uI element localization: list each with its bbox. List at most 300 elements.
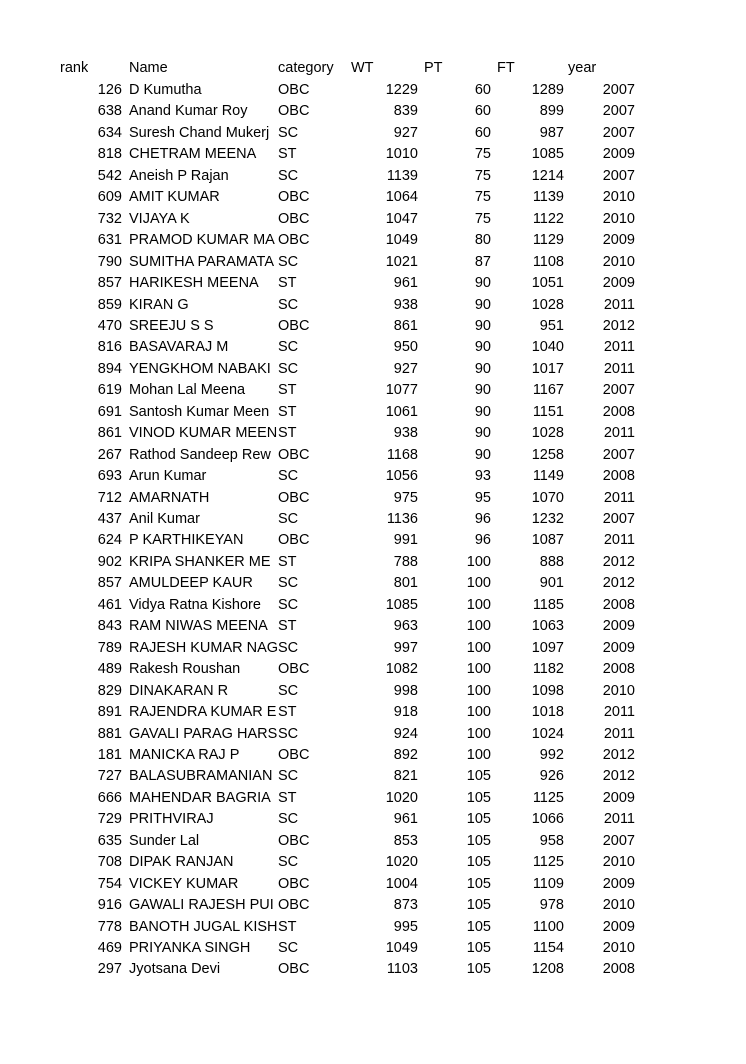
cell-ft: 1125: [532, 789, 564, 806]
cell-rank: 181: [97, 746, 122, 763]
cell-year: 2008: [602, 468, 635, 485]
table-row: [0, 938, 746, 960]
cell-category: SC: [278, 124, 299, 141]
cell-ft: 899: [539, 103, 564, 120]
cell-wt: 839: [393, 103, 418, 120]
cell-rank: 609: [97, 189, 122, 206]
cell-category: ST: [278, 382, 297, 399]
cell-rank: 857: [97, 275, 122, 292]
cell-name: VICKEY KUMAR: [129, 875, 239, 892]
table-row: [0, 852, 746, 874]
cell-pt: 105: [466, 940, 491, 956]
cell-ft: 1149: [532, 468, 564, 485]
cell-name: Mohan Lal Meena: [129, 382, 246, 399]
cell-category: SC: [278, 682, 299, 699]
cell-category: SC: [278, 253, 299, 270]
table-row: [0, 466, 746, 488]
cell-category: ST: [278, 146, 297, 163]
cell-name: D Kumutha: [129, 82, 202, 98]
table-row: [0, 831, 746, 853]
cell-year: 2012: [602, 768, 635, 785]
cell-year: 2011: [603, 425, 635, 442]
header-ft: FT: [497, 60, 515, 76]
cell-name: DIPAK RANJAN: [129, 854, 234, 871]
cell-ft: 1098: [531, 682, 564, 699]
cell-category: ST: [278, 403, 297, 420]
cell-pt: 100: [466, 639, 491, 656]
cell-year: 2011: [603, 489, 635, 506]
cell-ft: 901: [539, 575, 564, 592]
cell-year: 2007: [602, 82, 635, 98]
cell-rank: 789: [97, 639, 122, 656]
table-row: [0, 638, 746, 660]
cell-rank: 489: [97, 661, 122, 678]
cell-ft: 1051: [531, 275, 564, 292]
cell-year: 2008: [602, 661, 635, 678]
cell-category: SC: [278, 575, 299, 592]
cell-name: RAJESH KUMAR NAG: [129, 639, 278, 656]
cell-wt: 861: [393, 317, 418, 334]
cell-rank: 790: [97, 253, 122, 270]
cell-pt: 105: [466, 789, 491, 806]
cell-year: 2009: [602, 232, 635, 249]
cell-ft: 978: [539, 897, 564, 914]
cell-year: 2010: [602, 854, 635, 871]
cell-pt: 90: [474, 360, 491, 377]
table-row: [0, 80, 746, 102]
cell-ft: 1185: [532, 596, 564, 613]
cell-pt: 60: [474, 103, 491, 120]
cell-year: 2008: [602, 596, 635, 613]
cell-pt: 90: [474, 296, 491, 313]
header-category: category: [278, 60, 334, 76]
cell-year: 2012: [602, 575, 635, 592]
header-row: [0, 58, 746, 80]
cell-name: RAM NIWAS MEENA: [129, 618, 268, 635]
table-row: [0, 187, 746, 209]
cell-name: PRIYANKA SINGH: [129, 940, 251, 956]
cell-name: P KARTHIKEYAN: [129, 532, 244, 549]
cell-category: OBC: [278, 232, 310, 249]
table-row: [0, 209, 746, 231]
header-rank: rank: [60, 60, 89, 76]
cell-year: 2009: [602, 618, 635, 635]
cell-name: MANICKA RAJ P: [129, 746, 240, 763]
cell-year: 2008: [602, 403, 635, 420]
cell-ft: 1122: [532, 210, 564, 227]
cell-wt: 1049: [385, 940, 418, 956]
cell-ft: 1087: [531, 532, 564, 549]
table-row: [0, 101, 746, 123]
cell-ft: 1085: [531, 146, 564, 163]
cell-ft: 1040: [531, 339, 564, 356]
cell-pt: 60: [474, 124, 491, 141]
cell-name: YENGKHOM NABAKI: [129, 360, 271, 377]
cell-name: Suresh Chand Mukerj: [129, 124, 270, 141]
cell-wt: 927: [393, 360, 418, 377]
cell-category: SC: [278, 360, 299, 377]
cell-pt: 75: [474, 146, 491, 163]
cell-pt: 80: [474, 232, 491, 249]
header-pt: PT: [424, 60, 443, 76]
cell-category: OBC: [278, 103, 310, 120]
cell-name: Aneish P Rajan: [129, 167, 229, 184]
cell-year: 2007: [602, 124, 635, 141]
cell-name: RAJENDRA KUMAR E: [129, 704, 277, 721]
cell-rank: 297: [97, 961, 122, 978]
table-row: [0, 917, 746, 939]
cell-pt: 100: [466, 725, 491, 742]
cell-name: AMARNATH: [129, 489, 210, 506]
cell-ft: 1232: [531, 511, 564, 527]
cell-name: DINAKARAN R: [129, 682, 229, 699]
table-row: [0, 402, 746, 424]
cell-name: BALASUBRAMANIAN: [129, 768, 273, 785]
cell-ft: 1214: [531, 167, 564, 184]
cell-wt: 1020: [385, 854, 418, 871]
cell-pt: 100: [466, 746, 491, 763]
cell-rank: 469: [97, 940, 122, 956]
cell-rank: 778: [97, 918, 122, 935]
cell-name: Santosh Kumar Meen: [129, 403, 270, 420]
cell-pt: 90: [474, 275, 491, 292]
cell-rank: 859: [97, 296, 122, 313]
cell-ft: 1109: [532, 875, 564, 892]
cell-wt: 1139: [386, 167, 418, 184]
cell-year: 2009: [602, 875, 635, 892]
cell-category: OBC: [278, 897, 310, 914]
cell-category: OBC: [278, 832, 310, 849]
cell-rank: 829: [97, 682, 122, 699]
cell-rank: 619: [97, 382, 122, 399]
table-row: [0, 230, 746, 252]
cell-ft: 1070: [531, 489, 564, 506]
table-row: [0, 166, 746, 188]
cell-category: OBC: [278, 446, 310, 463]
cell-year: 2010: [602, 940, 635, 956]
cell-pt: 60: [474, 82, 491, 98]
header-name: Name: [129, 60, 168, 76]
cell-pt: 100: [466, 553, 491, 570]
cell-wt: 821: [393, 768, 418, 785]
cell-ft: 987: [539, 124, 564, 141]
cell-ft: 1028: [531, 425, 564, 442]
table-row: [0, 144, 746, 166]
cell-wt: 1061: [385, 403, 418, 420]
cell-year: 2011: [603, 339, 635, 356]
table-row: [0, 123, 746, 145]
cell-rank: 126: [97, 82, 122, 98]
cell-ft: 1139: [532, 189, 564, 206]
cell-rank: 470: [97, 317, 122, 334]
header-year: year: [568, 60, 597, 76]
cell-wt: 1049: [385, 232, 418, 249]
cell-ft: 1063: [531, 618, 564, 635]
cell-rank: 729: [97, 811, 122, 828]
table-row: [0, 809, 746, 831]
cell-wt: 1136: [386, 511, 418, 527]
cell-ft: 1125: [532, 854, 564, 871]
cell-rank: 881: [97, 725, 122, 742]
table-row: [0, 530, 746, 552]
cell-pt: 95: [474, 489, 491, 506]
cell-rank: 691: [97, 403, 122, 420]
cell-pt: 96: [474, 511, 491, 527]
cell-pt: 90: [474, 446, 491, 463]
cell-ft: 1018: [531, 704, 564, 721]
cell-wt: 1229: [385, 82, 418, 98]
cell-name: Jyotsana Devi: [129, 961, 221, 978]
cell-wt: 1082: [385, 661, 418, 678]
cell-rank: 891: [97, 704, 122, 721]
cell-name: AMULDEEP KAUR: [129, 575, 253, 592]
cell-pt: 93: [474, 468, 491, 485]
cell-category: SC: [278, 940, 299, 956]
cell-rank: 638: [97, 103, 122, 120]
cell-year: 2009: [602, 275, 635, 292]
cell-rank: 712: [97, 489, 122, 506]
cell-name: GAVALI PARAG HARS: [129, 725, 278, 742]
cell-pt: 100: [466, 618, 491, 635]
cell-ft: 1028: [531, 296, 564, 313]
cell-pt: 90: [474, 339, 491, 356]
cell-wt: 1056: [385, 468, 418, 485]
table-row: [0, 702, 746, 724]
cell-category: ST: [278, 918, 297, 935]
cell-category: SC: [278, 811, 299, 828]
cell-year: 2008: [602, 961, 635, 978]
cell-year: 2011: [603, 725, 635, 742]
cell-name: BASAVARAJ M: [129, 339, 229, 356]
cell-pt: 87: [474, 253, 491, 270]
cell-year: 2009: [602, 918, 635, 935]
cell-wt: 1004: [385, 875, 418, 892]
cell-rank: 843: [97, 618, 122, 635]
cell-wt: 1085: [385, 596, 418, 613]
table-row: [0, 445, 746, 467]
cell-ft: 1097: [531, 639, 564, 656]
cell-name: KIRAN G: [129, 296, 189, 313]
cell-category: OBC: [278, 746, 310, 763]
cell-name: GAWALI RAJESH PUI: [129, 897, 274, 914]
cell-category: SC: [278, 167, 299, 184]
cell-pt: 105: [466, 854, 491, 871]
cell-name: VINOD KUMAR MEEN: [129, 425, 278, 442]
cell-category: OBC: [278, 189, 310, 206]
table-row: [0, 252, 746, 274]
cell-wt: 892: [393, 746, 418, 763]
cell-category: ST: [278, 618, 297, 635]
cell-rank: 542: [97, 167, 122, 184]
cell-name: Anand Kumar Roy: [129, 103, 248, 120]
cell-category: SC: [278, 768, 299, 785]
cell-ft: 992: [539, 746, 564, 763]
cell-wt: 1020: [385, 789, 418, 806]
table-row: [0, 552, 746, 574]
cell-rank: 267: [97, 446, 122, 463]
cell-category: OBC: [278, 317, 310, 334]
cell-ft: 1154: [532, 940, 564, 956]
cell-ft: 1017: [531, 360, 564, 377]
cell-ft: 1024: [531, 725, 564, 742]
cell-ft: 1289: [531, 82, 564, 98]
table-row: [0, 488, 746, 510]
cell-category: ST: [278, 553, 297, 570]
cell-name: PRITHVIRAJ: [129, 811, 214, 828]
cell-name: AMIT KUMAR: [129, 189, 220, 206]
cell-wt: 998: [393, 682, 418, 699]
table-row: [0, 874, 746, 896]
cell-rank: 624: [97, 532, 122, 549]
cell-category: ST: [278, 275, 297, 292]
cell-category: ST: [278, 789, 297, 806]
cell-ft: 888: [539, 553, 564, 570]
cell-ft: 1100: [532, 918, 564, 935]
cell-rank: 727: [97, 768, 122, 785]
cell-year: 2007: [602, 832, 635, 849]
cell-ft: 1066: [531, 811, 564, 828]
table-row: [0, 380, 746, 402]
cell-ft: 1129: [532, 232, 564, 249]
cell-wt: 961: [393, 811, 418, 828]
cell-wt: 991: [393, 532, 418, 549]
cell-category: OBC: [278, 489, 310, 506]
table-row: [0, 616, 746, 638]
cell-rank: 635: [97, 832, 122, 849]
cell-rank: 666: [97, 789, 122, 806]
cell-year: 2011: [603, 360, 635, 377]
cell-category: SC: [278, 339, 299, 356]
table-row: [0, 316, 746, 338]
cell-name: Rakesh Roushan: [129, 661, 241, 678]
cell-name: CHETRAM MEENA: [129, 146, 257, 163]
cell-pt: 105: [466, 832, 491, 849]
cell-name: VIJAYA K: [129, 210, 190, 227]
cell-wt: 1010: [385, 146, 418, 163]
cell-name: Sunder Lal: [129, 832, 200, 849]
cell-name: SUMITHA PARAMATA: [129, 253, 275, 270]
cell-pt: 105: [466, 768, 491, 785]
cell-year: 2010: [602, 189, 635, 206]
cell-rank: 437: [97, 511, 122, 527]
cell-pt: 105: [466, 961, 491, 978]
cell-year: 2011: [603, 704, 635, 721]
table-row: [0, 895, 746, 917]
cell-year: 2010: [602, 210, 635, 227]
cell-wt: 975: [393, 489, 418, 506]
table-row: [0, 788, 746, 810]
cell-wt: 995: [393, 918, 418, 935]
cell-category: SC: [278, 468, 299, 485]
table-row: [0, 659, 746, 681]
cell-year: 2007: [602, 446, 635, 463]
cell-rank: 461: [97, 596, 122, 613]
table-row: [0, 337, 746, 359]
cell-ft: 1182: [532, 661, 564, 678]
cell-name: Anil Kumar: [129, 511, 200, 527]
cell-pt: 75: [474, 189, 491, 206]
cell-ft: 926: [539, 768, 564, 785]
cell-wt: 1047: [385, 210, 418, 227]
cell-rank: 857: [97, 575, 122, 592]
cell-year: 2007: [602, 511, 635, 527]
cell-rank: 754: [97, 875, 122, 892]
cell-year: 2009: [602, 639, 635, 656]
cell-wt: 1064: [385, 189, 418, 206]
cell-category: ST: [278, 425, 297, 442]
cell-wt: 853: [393, 832, 418, 849]
cell-year: 2012: [602, 553, 635, 570]
cell-pt: 90: [474, 382, 491, 399]
cell-pt: 105: [466, 875, 491, 892]
cell-year: 2010: [602, 682, 635, 699]
cell-category: SC: [278, 639, 299, 656]
cell-rank: 631: [97, 232, 122, 249]
cell-wt: 997: [393, 639, 418, 656]
cell-pt: 90: [474, 317, 491, 334]
table-row: [0, 423, 746, 445]
cell-year: 2011: [603, 532, 635, 549]
cell-rank: 902: [97, 553, 122, 570]
cell-pt: 100: [466, 682, 491, 699]
cell-pt: 75: [474, 167, 491, 184]
cell-year: 2009: [602, 789, 635, 806]
table-row: [0, 509, 746, 531]
cell-name: HARIKESH MEENA: [129, 275, 259, 292]
table-row: [0, 681, 746, 703]
cell-category: OBC: [278, 532, 310, 549]
cell-pt: 100: [466, 575, 491, 592]
cell-wt: 1021: [385, 253, 418, 270]
cell-year: 2007: [602, 167, 635, 184]
cell-year: 2009: [602, 146, 635, 163]
table-row: [0, 745, 746, 767]
table-row: [0, 273, 746, 295]
cell-wt: 1077: [385, 382, 418, 399]
table-row: [0, 595, 746, 617]
table-row: [0, 359, 746, 381]
cell-name: MAHENDAR BAGRIA: [129, 789, 271, 806]
cell-category: OBC: [278, 875, 310, 892]
cell-category: SC: [278, 854, 299, 871]
cell-rank: 861: [97, 425, 122, 442]
cell-category: OBC: [278, 210, 310, 227]
cell-pt: 100: [466, 596, 491, 613]
cell-rank: 708: [97, 854, 122, 871]
cell-rank: 816: [97, 339, 122, 356]
cell-rank: 634: [97, 124, 122, 141]
cell-rank: 693: [97, 468, 122, 485]
cell-category: ST: [278, 704, 297, 721]
header-wt: WT: [351, 60, 374, 76]
cell-wt: 788: [393, 553, 418, 570]
cell-category: OBC: [278, 82, 310, 98]
cell-ft: 1208: [531, 961, 564, 978]
cell-name: Arun Kumar: [129, 468, 207, 485]
cell-pt: 75: [474, 210, 491, 227]
table-row: [0, 766, 746, 788]
cell-wt: 1168: [386, 446, 418, 463]
cell-category: SC: [278, 725, 299, 742]
cell-wt: 924: [393, 725, 418, 742]
cell-wt: 801: [393, 575, 418, 592]
cell-rank: 732: [97, 210, 122, 227]
cell-category: OBC: [278, 961, 310, 978]
cell-wt: 938: [393, 296, 418, 313]
cell-category: SC: [278, 296, 299, 313]
cell-name: BANOTH JUGAL KISH: [129, 918, 278, 935]
cell-wt: 950: [393, 339, 418, 356]
